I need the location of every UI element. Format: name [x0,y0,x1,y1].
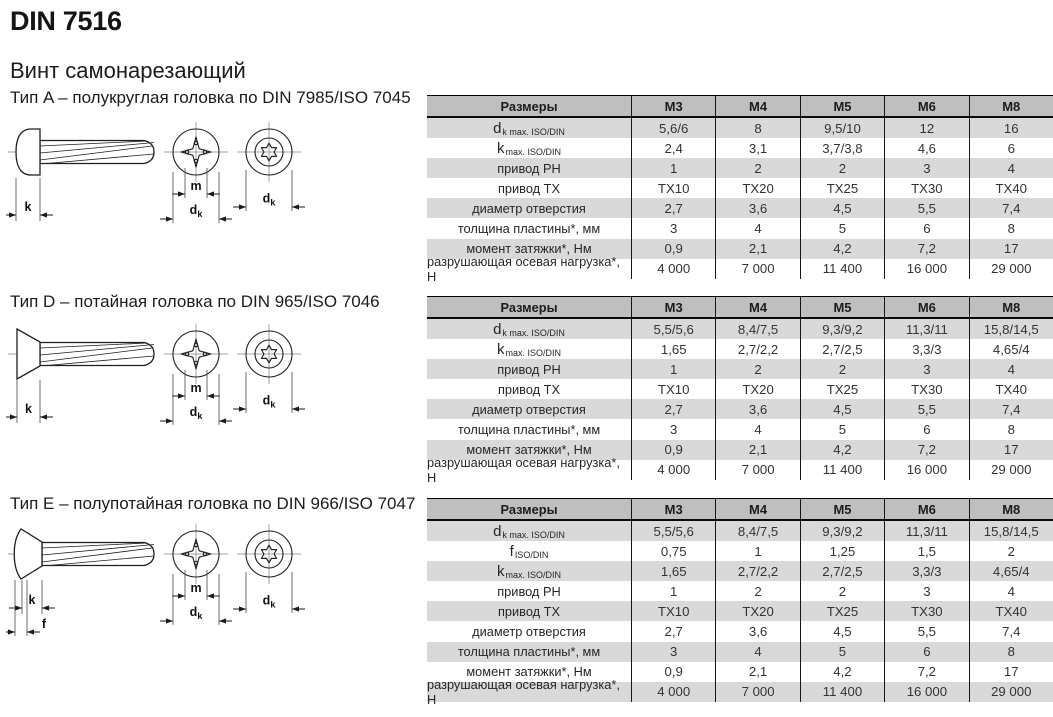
row-label: k max. ISO/DIN [496,139,561,157]
table-header-row [427,296,1053,319]
row-label: k max. ISO/DIN [496,562,561,580]
table-row [427,198,1053,218]
value-cell: 5,6/6 [631,118,715,138]
dim-label-dk-ph: $d_k$ [189,203,203,219]
dim-label-dk-ph: $d_k$ [189,605,203,621]
value-cell: 2,7/2,2 [715,339,799,359]
value-cell: TX40 [969,601,1053,621]
value-cell: 7 000 [715,259,799,279]
table-row [427,339,1053,359]
value-cell: 7,4 [969,621,1053,641]
value-cell: 2,1 [715,239,799,259]
section-heading-type-e: Тип E – полупотайная головка по DIN 966/ISO 7047 [10,494,416,513]
value-cell: 4 000 [631,460,715,480]
value-cell: 8,4/7,5 [715,521,799,541]
value-cell: 11 400 [800,682,884,702]
value-cell: 4,5 [800,399,884,419]
screw-drawing-type-d [6,322,326,433]
value-cell: 4 [715,218,799,238]
table-row [427,158,1053,178]
value-cell: 15,8/14,5 [969,319,1053,339]
value-cell: 6 [884,419,968,439]
dim-label-k: k [24,200,32,214]
table-header-row [427,498,1053,521]
column-header: M6 [884,297,968,317]
row-label: привод PH [497,583,561,599]
dim-label-k: k [25,402,32,416]
value-cell: 8 [715,118,799,138]
value-cell: 17 [969,239,1053,259]
value-cell: 1,65 [631,561,715,581]
column-header: M3 [631,499,715,519]
value-cell: 3 [631,218,715,238]
value-cell: 7,4 [969,399,1053,419]
row-label: d k max. ISO/DIN [493,119,565,137]
dim-label-f: f [41,617,47,631]
row-label: момент затяжки*, Нм [466,664,592,680]
value-cell: 3,6 [715,621,799,641]
table-row [427,379,1053,399]
column-header: M8 [969,96,1053,116]
table-row [427,359,1053,379]
sizes-header: Размеры [500,98,558,114]
table-row [427,521,1053,541]
value-cell: 3 [884,158,968,178]
section-heading-type-a: Тип A – полукруглая головка по DIN 7985/ISO 7045 [10,88,411,107]
value-cell: 16 [969,118,1053,138]
table-row [427,178,1053,198]
value-cell: 6 [884,642,968,662]
value-cell: 4 [715,419,799,439]
value-cell: 2,7 [631,399,715,419]
value-cell: 4,5 [800,198,884,218]
value-cell: 4 000 [631,682,715,702]
value-cell: 2 [800,359,884,379]
value-cell: 17 [969,662,1053,682]
value-cell: 17 [969,440,1053,460]
value-cell: 11,3/11 [884,521,968,541]
value-cell: 4,2 [800,239,884,259]
value-cell: 9,3/9,2 [800,521,884,541]
value-cell: 2 [969,541,1053,561]
row-label: привод TX [497,603,561,619]
value-cell: 3,6 [715,399,799,419]
value-cell: 4,2 [800,440,884,460]
page-title: DIN 7516 [10,6,122,36]
value-cell: 8 [969,642,1053,662]
value-cell: 4 [715,642,799,662]
dim-label-dk-tx: $d_k$ [262,191,276,208]
value-cell: TX10 [631,178,715,198]
value-cell: 0,9 [631,239,715,259]
table-row [427,138,1053,158]
row-label: d k max. ISO/DIN [493,522,565,540]
row-label: толщина пластины*, мм [457,422,601,438]
value-cell: 2 [800,158,884,178]
dimensions-table-type-a [427,95,1053,284]
row-label: привод PH [497,361,561,377]
value-cell: TX20 [715,178,799,198]
value-cell: 1,5 [884,541,968,561]
row-label: толщина пластины*, мм [457,221,601,237]
value-cell: 0,9 [631,662,715,682]
value-cell: 1 [715,541,799,561]
value-cell: 4 [969,581,1053,601]
table-row [427,419,1053,439]
value-cell: TX30 [884,601,968,621]
row-label: f ISO/DIN [509,542,549,560]
value-cell: TX25 [800,178,884,198]
value-cell: 3,3/3 [884,561,968,581]
value-cell: TX20 [715,601,799,621]
row-label: d k max. ISO/DIN [493,320,565,338]
value-cell: 3,1 [715,138,799,158]
value-cell: TX10 [631,601,715,621]
value-cell: 3,3/3 [884,339,968,359]
column-header: M6 [884,499,968,519]
row-label: момент затяжки*, Нм [466,241,592,257]
value-cell: 1 [631,158,715,178]
value-cell: 8 [969,419,1053,439]
page-subtitle: Винт самонарезающий [10,58,246,83]
section-heading-type-d: Тип D – потайная головка по DIN 965/ISO 7046 [10,292,380,311]
column-header: M5 [800,96,884,116]
sizes-header: Размеры [500,501,558,517]
value-cell: 11 400 [800,460,884,480]
row-label: диаметр отверстия [472,401,586,417]
value-cell: 6 [884,218,968,238]
table-row [427,561,1053,581]
value-cell: 6 [969,138,1053,158]
column-header: M4 [715,96,799,116]
value-cell: 5,5 [884,198,968,218]
row-label: разрушающая осевая нагрузка*, Н [427,253,620,284]
table-row [427,541,1053,561]
value-cell: 29 000 [969,682,1053,702]
value-cell: 11 400 [800,259,884,279]
value-cell: 2,7 [631,621,715,641]
row-label: диаметр отверстия [472,624,586,640]
value-cell: 4,5 [800,621,884,641]
value-cell: TX25 [800,601,884,621]
column-header: M8 [969,297,1053,317]
table-row [427,319,1053,339]
column-header: M5 [800,297,884,317]
table-row [427,601,1053,621]
value-cell: 2 [715,359,799,379]
value-cell: 16 000 [884,259,968,279]
value-cell: 2,1 [715,662,799,682]
value-cell: 12 [884,118,968,138]
table-row [427,399,1053,419]
value-cell: 2,7/2,2 [715,561,799,581]
value-cell: 3 [631,419,715,439]
value-cell: 5,5 [884,399,968,419]
dimensions-table-type-d [427,296,1053,485]
value-cell: 4,65/4 [969,561,1053,581]
value-cell: 4,6 [884,138,968,158]
table-header-row [427,95,1053,118]
value-cell: 8 [969,218,1053,238]
table-row [427,621,1053,641]
table-row [427,253,1053,284]
value-cell: 4 [969,158,1053,178]
value-cell: 2,1 [715,440,799,460]
value-cell: 2,7 [631,198,715,218]
value-cell: 3 [884,359,968,379]
value-cell: 5,5 [884,621,968,641]
value-cell: 5 [800,419,884,439]
value-cell: 2,7/2,5 [800,561,884,581]
row-label: разрушающая осевая нагрузка*, Н [427,454,620,485]
value-cell: TX25 [800,379,884,399]
value-cell: TX30 [884,178,968,198]
value-cell: 2,7/2,5 [800,339,884,359]
value-cell: 1 [631,359,715,379]
row-label: разрушающая осевая нагрузка*, Н [427,676,620,707]
table-row [427,118,1053,138]
value-cell: 7,2 [884,440,968,460]
column-header: M3 [631,96,715,116]
value-cell: 29 000 [969,259,1053,279]
row-label: диаметр отверстия [472,200,586,216]
value-cell: 16 000 [884,460,968,480]
row-label: привод PH [497,160,561,176]
column-header: M3 [631,297,715,317]
value-cell: 1,65 [631,339,715,359]
value-cell: 11,3/11 [884,319,968,339]
value-cell: TX30 [884,379,968,399]
dim-label-dk-tx: $d_k$ [262,593,276,610]
value-cell: 5,5/5,6 [631,319,715,339]
value-cell: 0,9 [631,440,715,460]
sizes-header: Размеры [500,299,558,315]
value-cell: 7,2 [884,662,968,682]
value-cell: 2 [715,158,799,178]
value-cell: 4 000 [631,259,715,279]
table-row [427,454,1053,485]
table-row [427,642,1053,662]
value-cell: 4 [969,359,1053,379]
value-cell: TX40 [969,178,1053,198]
table-row [427,676,1053,707]
column-header: M6 [884,96,968,116]
value-cell: 3,7/3,8 [800,138,884,158]
table-row [427,218,1053,238]
value-cell: 4,2 [800,662,884,682]
column-header: M4 [715,499,799,519]
value-cell: 9,3/9,2 [800,319,884,339]
dim-label-m: m [190,381,202,395]
dim-label-k: k [28,593,36,607]
screw-drawing-type-e [6,522,326,645]
row-label: привод TX [497,381,561,397]
value-cell: 29 000 [969,460,1053,480]
row-label: толщина пластины*, мм [457,644,601,660]
dim-label-m: m [190,179,202,193]
value-cell: 3 [884,581,968,601]
value-cell: 15,8/14,5 [969,521,1053,541]
value-cell: 7,2 [884,239,968,259]
row-label: момент затяжки*, Нм [466,442,592,458]
column-header: M5 [800,499,884,519]
value-cell: 7 000 [715,460,799,480]
value-cell: 5 [800,642,884,662]
value-cell: TX40 [969,379,1053,399]
column-header: M8 [969,499,1053,519]
value-cell: TX10 [631,379,715,399]
value-cell: 7,4 [969,198,1053,218]
value-cell: 1 [631,581,715,601]
row-label: привод TX [497,180,561,196]
table-row [427,581,1053,601]
value-cell: 4,65/4 [969,339,1053,359]
dimensions-table-type-e [427,498,1053,707]
value-cell: 2,4 [631,138,715,158]
value-cell: 8,4/7,5 [715,319,799,339]
dim-label-dk-ph: $d_k$ [189,405,203,421]
value-cell: 5 [800,218,884,238]
value-cell: 3 [631,642,715,662]
value-cell: 0,75 [631,541,715,561]
value-cell: TX20 [715,379,799,399]
value-cell: 7 000 [715,682,799,702]
screw-drawing-type-a [6,120,326,231]
dim-label-m: m [190,581,202,595]
value-cell: 9,5/10 [800,118,884,138]
row-label: k max. ISO/DIN [496,340,561,358]
value-cell: 16 000 [884,682,968,702]
value-cell: 2 [715,581,799,601]
value-cell: 3,6 [715,198,799,218]
column-header: M4 [715,297,799,317]
value-cell: 5,5/5,6 [631,521,715,541]
value-cell: 2 [800,581,884,601]
dim-label-dk-tx: $d_k$ [262,393,276,410]
value-cell: 1,25 [800,541,884,561]
